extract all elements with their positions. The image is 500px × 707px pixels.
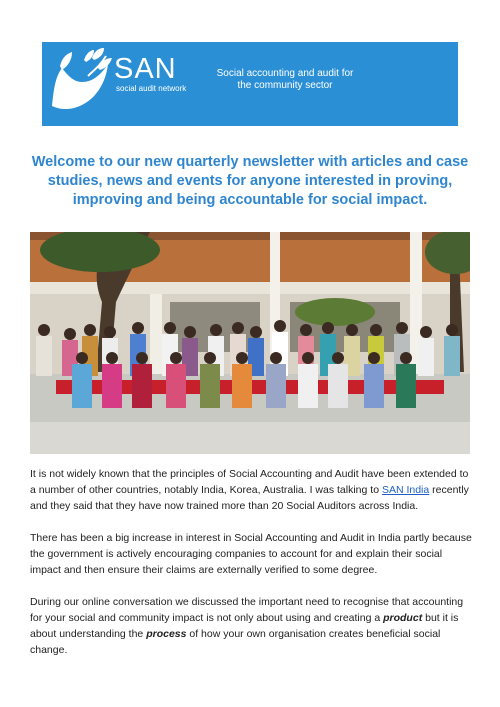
paragraph-1: It is not widely known that the principles of Social Accounting and Audit have been extended to a number of other countries, notably India, Korea, Australia. I was talking to SAN India recently and they said that they have now trained more than 20 Social Auditors across India. (30, 468, 469, 512)
logo-subtitle: social audit network (116, 84, 187, 93)
group-photo-illustration (30, 232, 470, 454)
logo-wordmark: SAN (114, 53, 177, 85)
emphasis-product: product (383, 612, 423, 624)
newsletter-headline: Welcome to our new quarterly newsletter with articles and case studies, news and events for anyone interested in proving, improving and being accountable for social impact. (31, 154, 469, 208)
san-india-link[interactable]: SAN India (381, 484, 430, 496)
group-photo (30, 232, 470, 454)
paragraph-2: There has been a big increase in interest in Social Accounting and Audit in India partly because the government is actively encouraging companies to account for and explain their social impact and then ensure their claims are externally verified to some degree. (30, 532, 472, 576)
header-tagline: Social accounting and audit for the community sector (216, 68, 354, 91)
emphasis-process: process (146, 628, 187, 640)
paragraph-3: During our online conversation we discussed the important need to recognise that accounting for your social and community impact is not only about using and creating a product but it is about understanding the process of how your own organisation creates beneficial social change. (30, 596, 464, 656)
article-body (30, 466, 472, 674)
header-banner (42, 42, 458, 126)
dove-logo-icon (48, 46, 118, 110)
